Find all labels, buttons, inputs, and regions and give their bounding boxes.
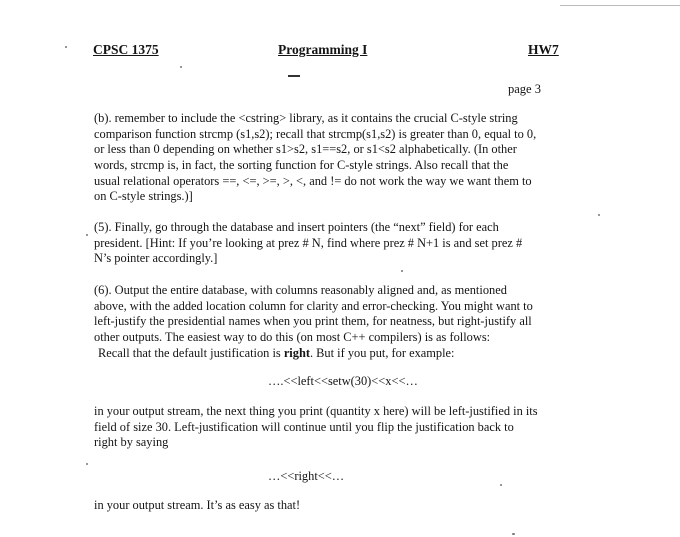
page-number: page 3 [508,82,541,96]
step-6-line: left-justify the presidential names when you print them, for neatness, but right-justify all [94,314,532,329]
scan-speck [86,234,88,236]
scan-edge-line [560,5,680,6]
after-code-paragraph [94,404,584,451]
step-6-line: above, with the added location column for clarity and error-checking. You might want to [94,298,533,313]
recall-bold-word: right [283,345,310,360]
scan-speck [180,66,182,68]
part-b-line: comparison function strcmp (s1,s2); recall that strcmp(s1,s2) is greater than 0, equal to 0, [94,126,537,141]
after-code-line: field of size 30. Left-justification will continue until you flip the justification back to [94,419,514,434]
scan-speck [86,463,88,465]
part-b-paragraph [94,111,584,205]
scan-speck [500,484,502,486]
part-b-line: on C-style strings.)] [94,189,193,204]
part-b-line: (b). remember to include the <cstring> library, as it contains the crucial C-style string [94,111,518,125]
step-5-line: N’s pointer accordingly.] [94,251,218,266]
scan-speck [65,46,67,48]
step-5-line: (5). Finally, go through the database and insert pointers (the “next” field) for each [94,220,499,234]
course-title: Programming I [278,42,368,57]
scan-speck [598,214,600,216]
header-dash [288,75,300,77]
recall-line [94,346,584,362]
assignment-label: HW7 [528,42,559,57]
step-5-line: president. [Hint: If you’re looking at prez # N, find where prez # N+1 is and set prez # [94,235,523,250]
scan-speck [401,270,403,272]
step-6-line: other outputs. The easiest way to do this (on most C++ compilers) is as follows: [94,330,491,345]
step-6-paragraph [94,283,584,361]
step-5-paragraph [94,220,584,267]
after-code-line: right by saying [94,435,169,450]
part-b-line: words, strcmp is, in fact, the sorting function for C-style strings. Also recall that the [94,158,509,173]
scan-speck [512,533,515,535]
recall-prefix: Recall that the default justification is [98,345,284,360]
recall-suffix: . But if you put, for example: [309,345,455,360]
part-b-line: usual relational operators ==, <=, >=, >, <, and != do not work the way we want them to [94,173,532,188]
part-b-line: or less than 0 depending on whether s1>s2, s1==s2, or s1<s2 alphabetically. (In other [94,142,517,157]
course-code: CPSC 1375 [93,42,159,57]
code-left-example: ….<<left<<setw(30)<<x<<… [268,374,418,388]
final-paragraph [94,498,584,514]
final-line: in your output stream. It’s as easy as that! [94,498,301,512]
code-right-example: …<<right<<… [268,469,345,483]
step-6-line: (6). Output the entire database, with columns reasonably aligned and, as mentioned [94,283,507,297]
after-code-line: in your output stream, the next thing you print (quantity x here) will be left-justified in its [94,404,538,418]
